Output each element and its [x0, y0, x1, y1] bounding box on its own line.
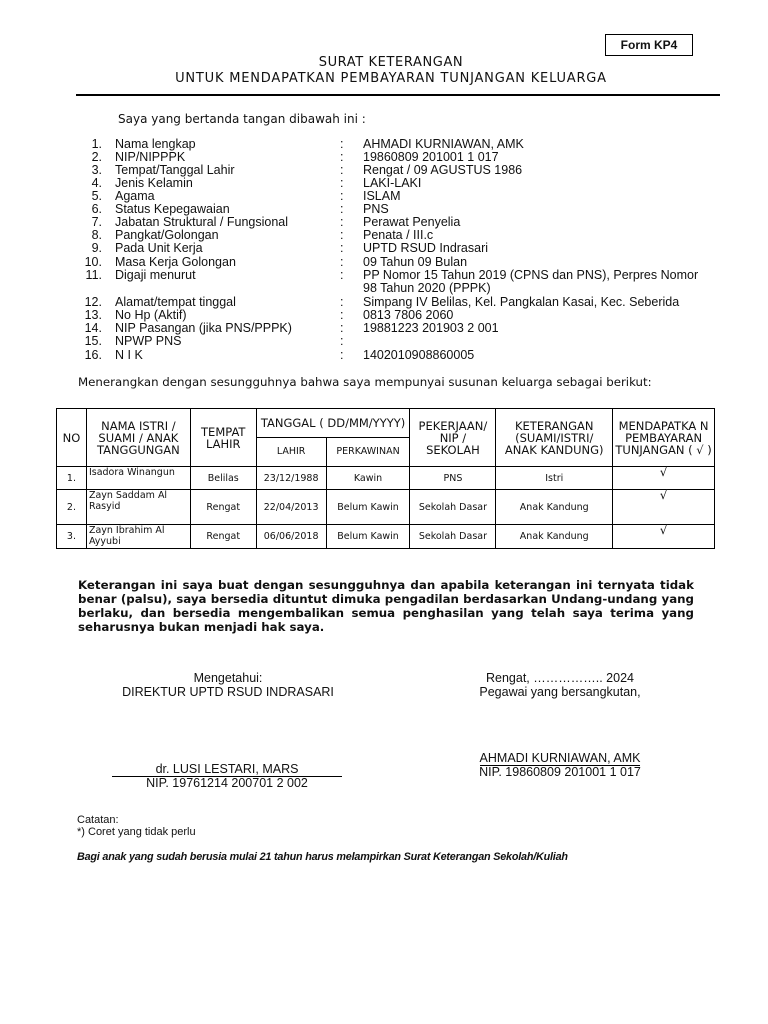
- declaration-text: Keterangan ini saya buat dengan sesungguhnya dan apabila keterangan ini ternyata tidak benar (palsu), saya bersedia dituntut dimuka pengadilan berdasarkan Undang-undang yang berlaku, dan bersedia mengembalikan semua penghasilan yang telah saya terima yang seharusnya bukan menjadi hak saya.: [78, 578, 694, 634]
- field-value: Rengat / 09 AGUSTUS 1986: [363, 163, 523, 177]
- header-pekerjaan: PEKERJAAN/ NIP / SEKOLAH: [410, 409, 496, 467]
- field-colon: :: [340, 334, 344, 348]
- notes-italic: Bagi anak yang sudah berusia mulai 21 tahun harus melampirkan Surat Keterangan Sekolah/Kuliah: [77, 851, 568, 863]
- field-colon: :: [340, 321, 344, 335]
- field-number: 3.: [91, 163, 102, 177]
- cell-no: 1.: [57, 467, 87, 490]
- field-label: Jenis Kelamin: [115, 176, 193, 190]
- field-colon: :: [340, 163, 344, 177]
- field-number: 14.: [84, 321, 102, 335]
- left-signer-nip: NIP. 19761214 200701 2 002: [146, 776, 308, 790]
- field-value: ISLAM: [363, 189, 401, 203]
- right-signer-name-text: AHMADI KURNIAWAN, AMK: [479, 751, 641, 765]
- cell-tempat: Rengat: [190, 490, 256, 525]
- cell-pekerjaan: Sekolah Dasar: [410, 525, 496, 549]
- cell-no: 3.: [57, 525, 87, 549]
- cell-pekerjaan: PNS: [410, 467, 496, 490]
- cell-tempat: Belilas: [190, 467, 256, 490]
- field-label: NIP Pasangan (jika PNS/PPPK): [115, 321, 292, 335]
- field-number: 4.: [91, 176, 102, 190]
- cell-nama: Zayn Saddam Al Rasyid: [86, 490, 190, 525]
- right-role: Pegawai yang bersangkutan,: [479, 685, 641, 699]
- field-number: 6.: [91, 202, 102, 216]
- intro-text: Saya yang bertanda tangan dibawah ini :: [118, 112, 366, 126]
- field-label: N I K: [115, 348, 143, 362]
- field-value: 19881223 201903 2 001: [363, 321, 499, 335]
- field-colon: :: [340, 308, 344, 322]
- field-value: PP Nomor 15 Tahun 2019 (CPNS dan PNS), Perpres Nomor 98 Tahun 2020 (PPPK): [363, 268, 699, 295]
- field-colon: :: [340, 176, 344, 190]
- field-number: 13.: [84, 308, 102, 322]
- field-colon: :: [340, 255, 344, 269]
- field-number: 1.: [91, 137, 102, 151]
- field-number: 7.: [91, 215, 102, 229]
- family-table: [56, 408, 715, 549]
- cell-perkawinan: Kawin: [326, 467, 410, 490]
- cell-nama: Isadora Winangun: [86, 467, 190, 490]
- field-number: 9.: [91, 241, 102, 255]
- cell-keterangan: Anak Kandung: [496, 490, 613, 525]
- field-colon: :: [340, 268, 344, 282]
- cell-keterangan: Anak Kandung: [496, 525, 613, 549]
- notes-label: Catatan:: [77, 814, 119, 826]
- cell-pekerjaan: Sekolah Dasar: [410, 490, 496, 525]
- cell-check: √: [613, 525, 715, 549]
- field-label: Nama lengkap: [115, 137, 196, 151]
- cell-perkawinan: Belum Kawin: [326, 490, 410, 525]
- header-no: NO: [57, 409, 87, 467]
- field-number: 5.: [91, 189, 102, 203]
- left-signer-name: dr. LUSI LESTARI, MARS: [112, 762, 342, 777]
- field-value: UPTD RSUD Indrasari: [363, 241, 489, 255]
- field-label: Pada Unit Kerja: [115, 241, 203, 255]
- right-place-date: Rengat, …………….. 2024: [486, 671, 634, 685]
- field-number: 2.: [91, 150, 102, 164]
- field-value: 19860809 201001 1 017: [363, 150, 499, 164]
- title-divider: [76, 94, 720, 96]
- field-value: 09 Tahun 09 Bulan: [363, 255, 468, 269]
- document-title: SURAT KETERANGAN: [318, 55, 464, 70]
- field-value: 0813 7806 2060: [363, 308, 454, 322]
- field-label: No Hp (Aktif): [115, 308, 187, 322]
- field-number: 11.: [85, 268, 102, 282]
- field-label: NIP/NIPPPK: [115, 150, 186, 164]
- field-colon: :: [340, 150, 344, 164]
- header-tanggal: TANGGAL ( DD/MM/YYYY): [256, 409, 410, 438]
- field-label: Alamat/tempat tinggal: [115, 295, 236, 309]
- cell-check: √: [613, 490, 715, 525]
- field-number: 16.: [84, 348, 102, 362]
- field-label: NPWP PNS: [115, 334, 182, 348]
- field-label: Jabatan Struktural / Fungsional: [115, 215, 289, 229]
- cell-no: 2.: [57, 490, 87, 525]
- cell-lahir: 22/04/2013: [256, 490, 326, 525]
- field-value: 1402010908860005: [363, 348, 475, 362]
- header-perkawinan: PERKAWINAN: [326, 438, 410, 467]
- header-lahir: LAHIR: [256, 438, 326, 467]
- right-signer-nip: NIP. 19860809 201001 1 017: [479, 765, 641, 779]
- field-value: PNS: [363, 202, 389, 216]
- table-row: [57, 490, 715, 525]
- cell-keterangan: Istri: [496, 467, 613, 490]
- cell-tempat: Rengat: [190, 525, 256, 549]
- field-colon: :: [340, 189, 344, 203]
- field-colon: :: [340, 228, 344, 242]
- field-label: Pangkat/Golongan: [115, 228, 219, 242]
- header-keterangan: KETERANGAN (SUAMI/ISTRI/ ANAK KANDUNG): [496, 409, 613, 467]
- header-tempat: TEMPAT LAHIR: [190, 409, 256, 467]
- left-known-label: Mengetahui:: [193, 671, 263, 685]
- form-code-box: Form KP4: [605, 34, 693, 56]
- field-label: Masa Kerja Golongan: [115, 255, 236, 269]
- field-colon: :: [340, 241, 344, 255]
- field-number: 10.: [84, 255, 102, 269]
- field-number: 12.: [84, 295, 102, 309]
- right-signer-name: [470, 751, 650, 765]
- notes-line: *) Coret yang tidak perlu: [77, 826, 196, 838]
- field-label: Tempat/Tanggal Lahir: [115, 163, 235, 177]
- field-label: Digaji menurut: [115, 268, 196, 282]
- field-colon: :: [340, 295, 344, 309]
- field-colon: :: [340, 137, 344, 151]
- field-value: Simpang IV Belilas, Kel. Pangkalan Kasai, Kec. Seberida: [363, 295, 680, 309]
- table-row: [57, 467, 715, 490]
- field-number: 8.: [91, 228, 102, 242]
- family-statement: Menerangkan dengan sesungguhnya bahwa saya mempunyai susunan keluarga sebagai berikut:: [78, 375, 652, 389]
- field-value: LAKI-LAKI: [363, 176, 422, 190]
- field-colon: :: [340, 215, 344, 229]
- header-nama: NAMA ISTRI / SUAMI / ANAK TANGGUNGAN: [86, 409, 190, 467]
- field-value: Perawat Penyelia: [363, 215, 461, 229]
- field-value: AHMADI KURNIAWAN, AMK: [363, 137, 524, 151]
- cell-lahir: 06/06/2018: [256, 525, 326, 549]
- document-subtitle: UNTUK MENDAPATKAN PEMBAYARAN TUNJANGAN KELUARGA: [175, 71, 607, 86]
- field-value: Penata / III.c: [363, 228, 434, 242]
- field-label: Status Kepegawaian: [115, 202, 230, 216]
- field-colon: :: [340, 348, 344, 362]
- cell-perkawinan: Belum Kawin: [326, 525, 410, 549]
- field-colon: :: [340, 202, 344, 216]
- field-number: 15.: [84, 334, 102, 348]
- field-label: Agama: [115, 189, 155, 203]
- cell-lahir: 23/12/1988: [256, 467, 326, 490]
- cell-nama: Zayn Ibrahim Al Ayyubi: [86, 525, 190, 549]
- header-mendapatkan: MENDAPATKA N PEMBAYARAN TUNJANGAN ( √ ): [613, 409, 715, 467]
- left-position: DIREKTUR UPTD RSUD INDRASARI: [122, 685, 334, 699]
- cell-check: √: [613, 467, 715, 490]
- table-row: [57, 525, 715, 549]
